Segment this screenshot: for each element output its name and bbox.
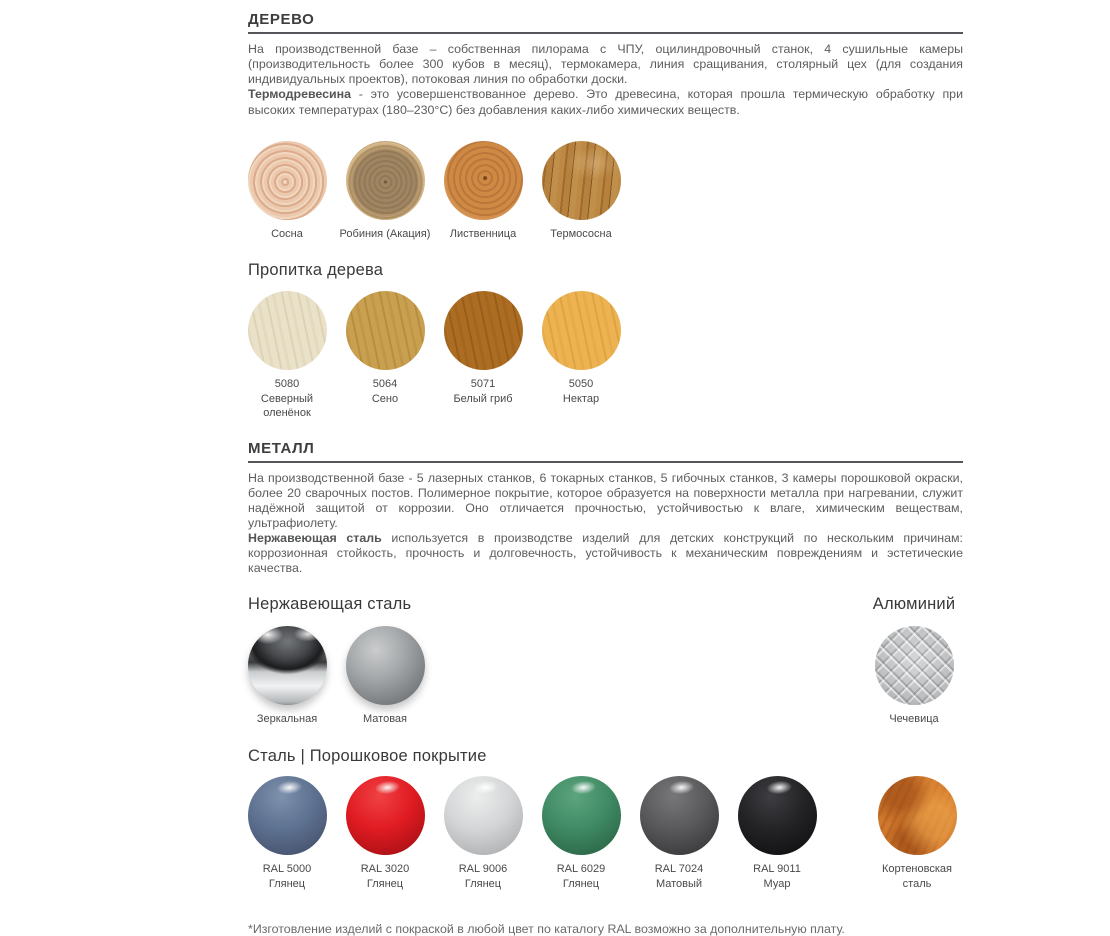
stainless-aluminum-block [248,595,963,727]
metal-paragraph-text: На производственной базе - 5 лазерных станков, 6 токарных станков, 5 гибочных станков, 3 камеры порошковой окраски, более 20 сварочных постов. Полимерное покрытие, которое образуется на поверхности металла при нагревании, служит надёжной защитой от коррозии. Оно отличается прочностью, устойчивостью к влаге, химическим веществам, ультрафиолету. [248,470,963,531]
swatch-label: Робиния (Акация) [339,227,431,240]
swatch-finish: Глянец [562,877,600,890]
swatch-code: RAL 3020 [360,863,410,876]
swatch-name: Нектар [562,392,600,405]
powder-swatch-ral7024 [630,776,728,891]
swatch-label: Матовая [363,712,407,725]
stainless-block [248,595,434,727]
stainless-text: используется в производстве изделий для детских конструкций по нескольким причинам: коррозионная стойкость, прочность и долговечность, устойчивость к механическим повреждениям и эстетические качества. [248,531,963,576]
swatch-label: Зеркальная [256,712,318,725]
thermowood-paragraph [248,87,963,117]
corten-steel-swatch-image [878,776,957,855]
wood-paragraph-text: На производственной базе – собственная пилорама с ЧПУ, оцилиндровочный станок, 4 сушильные камеры (производительность более 300 кубов в месяц), термокамера, линия сращивания, столярный цех (для создания индивидуальных проектов), потоковая линия по обработки доски. [248,42,963,87]
ral9006-swatch-image [444,776,523,855]
impregnation-5050-swatch-image [542,291,621,370]
impregnation-swatch-5064 [336,291,434,421]
swatch-label: Кортеновская сталь [882,863,952,890]
powder-coating-row [238,776,963,891]
stainless-paragraph [248,531,963,576]
powder-swatch-ral6029 [532,776,630,891]
wood-section [248,11,963,421]
swatch-label: Чечевица [889,712,939,725]
thermopine-wood-swatch-image [542,141,621,220]
swatch-code: RAL 9011 [753,863,801,876]
corten-steel-swatch [871,776,963,891]
impregnation-swatch-5080 [238,291,336,421]
swatch-code: 5071 [470,378,496,391]
wood-swatch-larch [434,141,532,242]
ral9011-swatch-image [738,776,817,855]
impregnation-5071-swatch-image [444,291,523,370]
swatch-code: RAL 6029 [556,863,606,876]
wood-swatch-thermopine [532,141,630,242]
stainless-title: Нержавеющая сталь [248,594,412,613]
mirror-steel-swatch-image [248,626,327,705]
wood-paragraph [248,42,963,87]
impregnation-5064-swatch-image [346,291,425,370]
swatch-label: Термососна [550,227,612,240]
pine-wood-swatch-image [248,141,327,220]
wood-swatch-pine [238,141,336,242]
ral7024-swatch-image [640,776,719,855]
stainless-swatch-matte [336,626,434,727]
impregnation-5080-swatch-image [248,291,327,370]
swatch-code: 5050 [568,378,594,391]
swatch-code: RAL 5000 [262,863,312,876]
matte-steel-swatch-image [346,626,425,705]
lentil-aluminum-swatch-image [875,626,954,705]
wood-species-row [238,141,963,242]
powder-swatch-ral9011 [728,776,826,891]
ral3020-swatch-image [346,776,425,855]
powder-coating-title: Сталь | Порошковое покрытие [248,747,487,766]
aluminum-block [865,595,963,727]
swatch-label: Лиственница [449,227,517,240]
metal-paragraph [248,471,963,532]
swatch-code: RAL 9006 [458,863,508,876]
ral6029-swatch-image [542,776,621,855]
swatch-finish: Муар [763,877,791,890]
section-divider [248,32,963,34]
impregnation-swatch-5050 [532,291,630,421]
metal-section-title: МЕТАЛЛ [248,439,315,457]
impregnation-swatch-5071 [434,291,532,421]
swatch-finish: Глянец [464,877,502,890]
swatch-code: 5064 [372,378,398,391]
powder-swatch-ral9006 [434,776,532,891]
aluminum-title: Алюминий [872,594,956,613]
impregnation-row [238,291,963,421]
stainless-lead: Нержавеющая сталь [248,531,382,546]
larch-wood-swatch-image [444,141,523,220]
wood-section-title: ДЕРЕВО [248,11,315,28]
swatch-name: Северный оленёнок [260,392,314,420]
ral5000-swatch-image [248,776,327,855]
swatch-finish: Матовый [655,877,703,890]
robinia-wood-swatch-image [346,141,425,220]
thermowood-lead: Термодревесина [248,87,352,102]
stainless-row [238,626,434,727]
swatch-code: RAL 7024 [654,863,704,876]
swatch-label: Сосна [271,227,303,240]
powder-swatch-ral3020 [336,776,434,891]
swatch-finish: Глянец [366,877,404,890]
powder-swatch-ral5000 [238,776,336,891]
section-divider [248,461,963,463]
swatch-code: 5080 [274,378,300,391]
impregnation-title: Пропитка дерева [248,261,384,280]
swatch-name: Белый гриб [453,392,513,405]
wood-swatch-robinia [336,141,434,242]
thermowood-text: - это усовершенствованное дерево. Это древесина, которая прошла термическую обработку при высоких температурах (180–230°С) без добавления каких-либо химических веществ. [248,87,963,117]
swatch-name: Сено [371,392,399,405]
ral-footnote: *Изготовление изделий с покраской в любой цвет по каталогу RAL возможно за дополнительную плату. [248,922,845,936]
swatch-finish: Глянец [268,877,306,890]
stainless-swatch-mirror [238,626,336,727]
metal-section [248,440,963,891]
